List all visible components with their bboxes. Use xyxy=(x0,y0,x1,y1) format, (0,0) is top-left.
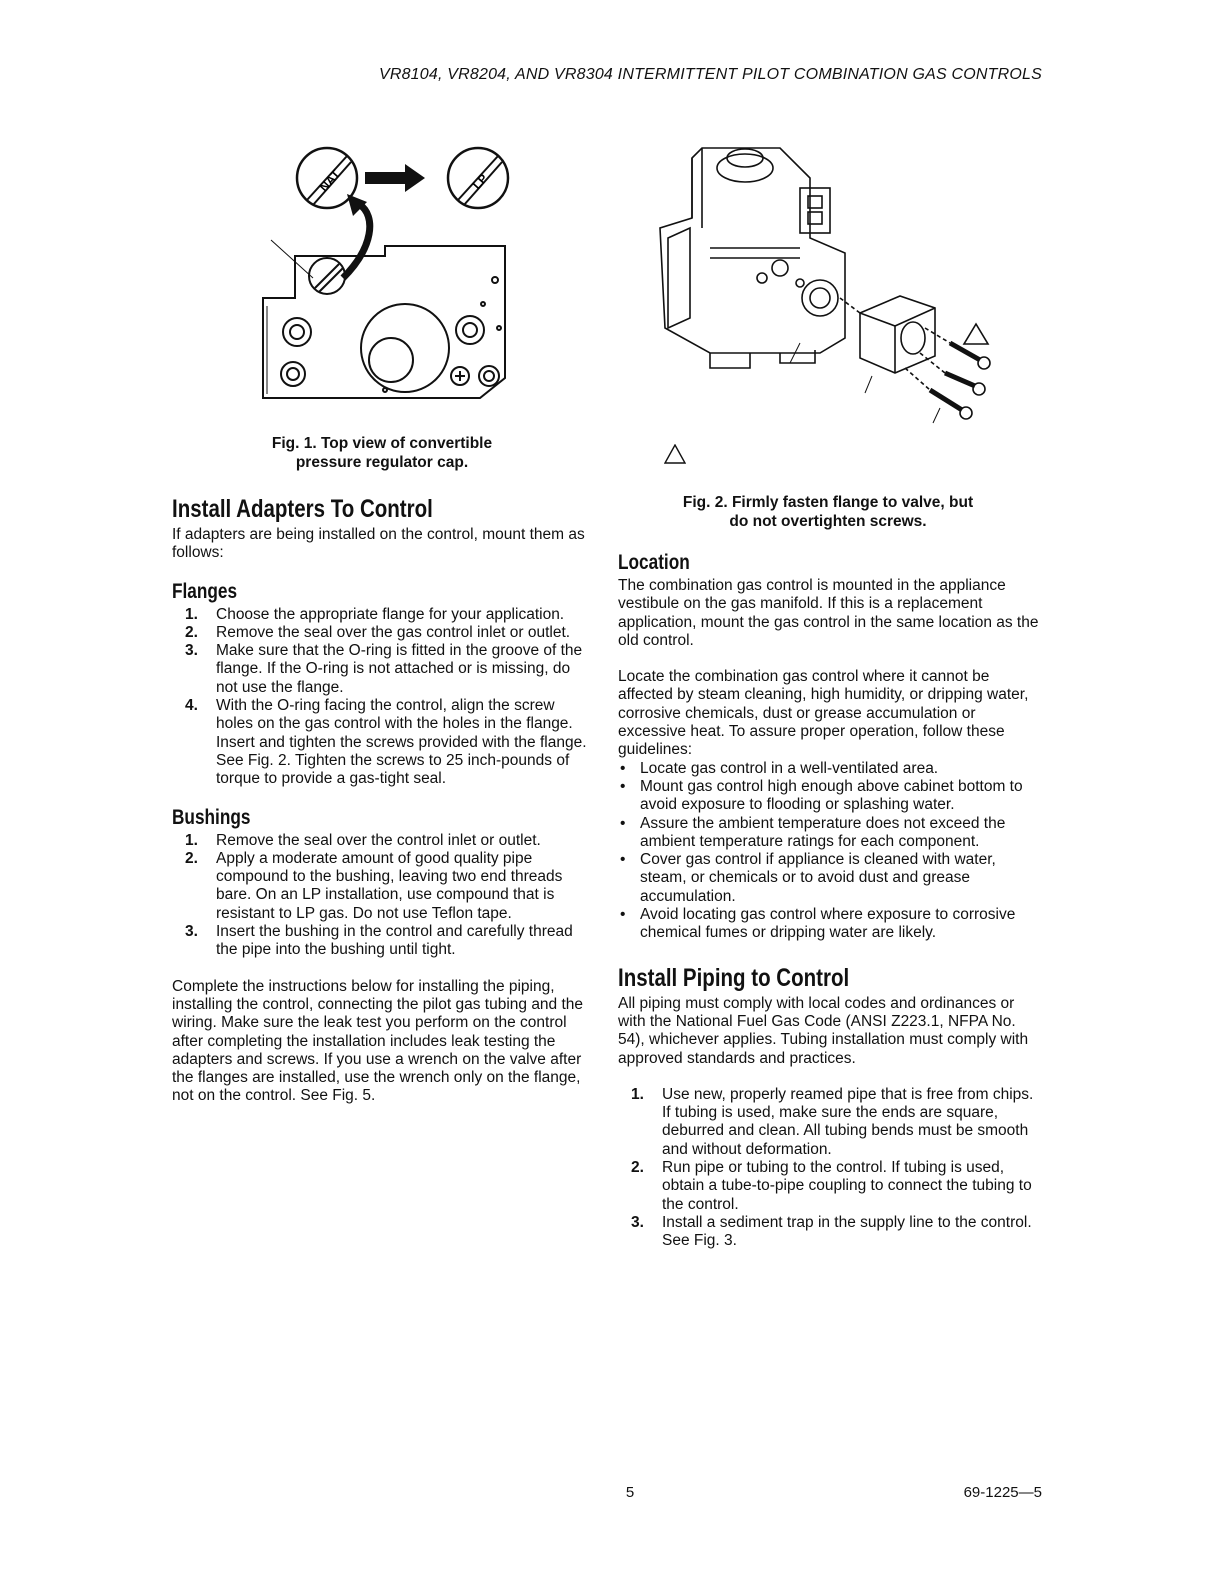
flanges-heading: Flanges xyxy=(172,579,238,603)
list-item: • Mount gas control high enough above cabinet bottom to avoid exposure to flooding or splashing water. xyxy=(620,777,1023,814)
list-item: • Cover gas control if appliance is cleaned with water, steam, or chemicals or to avoid dust and grease accumulation. xyxy=(620,851,996,905)
page-number: 5 xyxy=(625,1484,635,1501)
location-heading: Location xyxy=(618,551,690,574)
install-adapters-heading: Install Adapters To Control xyxy=(172,495,433,523)
list-item: 4. With the O-ring facing the control, align the screw holes on the gas control with the holes in the flange. Insert and tighten the screws provided with the flange. See Fig. 2. Tighten the screws to 25 inch-pounds of torque to provide a gas-tight seal. xyxy=(185,697,587,788)
fig1-caption-line2: pressure regulator cap. xyxy=(295,454,469,471)
list-item: 1. Choose the appropriate flange for your application. xyxy=(185,605,565,623)
location-paragraph-1: The combination gas control is mounted in the appliance vestibule on the gas manifold. If this is a replacement application, mount the gas control in the same location as the old control. xyxy=(618,577,1039,649)
fig1-lp-label: LP xyxy=(469,171,491,193)
fig1-nat-label: NAT xyxy=(316,167,344,195)
list-item: 2. Remove the seal over the gas control inlet or outlet. xyxy=(185,623,571,641)
bushings-steps xyxy=(172,832,594,960)
list-item: 3. Make sure that the O-ring is fitted in the groove of the flange. If the O-ring is not attached or is missing, do not use the flange. xyxy=(185,642,583,696)
list-item: 3. Insert the bushing in the control and carefully thread the pipe into the bushing until tight. xyxy=(185,923,573,959)
list-item: 1. Remove the seal over the control inlet or outlet. xyxy=(185,831,541,849)
document-number: 69-1225—5 xyxy=(963,1484,1042,1501)
location-guidelines xyxy=(618,760,1042,943)
fig1-regulator-cap-illustration xyxy=(255,128,525,420)
list-item: 1. Use new, properly reamed pipe that is free from chips. If tubing is used, make sure the ends are square, deburred and clean. All tubing bends must be smooth and without deformation. xyxy=(631,1085,1034,1158)
list-item: • Avoid locating gas control where exposure to corrosive chemical fumes or dripping water are likely. xyxy=(620,906,1016,942)
fig2-flange-mounting-illustration xyxy=(650,128,1000,433)
adapters-intro: If adapters are being installed on the control, mount them as follows: xyxy=(172,526,585,562)
piping-intro: All piping must comply with local codes and ordinances or with the National Fuel Gas Code (ANSI Z223.1, NFPA No. 54), whichever applies. Tubing installation must comply with approved standards and practices. xyxy=(618,994,1029,1067)
list-item: • Locate gas control in a well-ventilated area. xyxy=(620,759,939,777)
list-item: 2. Apply a moderate amount of good quality pipe compound to the bushing, leaving two end threads bare. On an LP installation, use compound that is resistant to LP gas. Do not use Teflon tape. xyxy=(185,849,563,922)
flanges-steps xyxy=(172,606,594,789)
left-column xyxy=(172,494,594,1106)
list-item: • Assure the ambient temperature does not exceed the ambient temperature ratings for each component. xyxy=(620,814,1006,850)
location-paragraph-2: Locate the combination gas control where it cannot be affected by steam cleaning, high humidity, or dripping water, corrosive chemicals, dust or grease accumulation or excessive heat. To assure proper operation, follow these guidelines: xyxy=(618,668,1029,759)
right-column xyxy=(618,550,1042,1251)
warning-triangle-icon xyxy=(664,444,686,464)
fig2-caption-line2: do not overtighten screws. xyxy=(729,513,927,530)
piping-steps xyxy=(618,1086,1042,1251)
fig2-caption-line1: Fig. 2. Firmly fasten flange to valve, but xyxy=(682,494,974,511)
running-header: VR8104, VR8204, AND VR8304 INTERMITTENT PILOT COMBINATION GAS CONTROLS xyxy=(378,66,1042,83)
fig1-caption-line1: Fig. 1. Top view of convertible xyxy=(271,435,493,452)
list-item: 3. Install a sediment trap in the supply line to the control. See Fig. 3. xyxy=(631,1213,1032,1250)
fig2-caption xyxy=(618,493,1038,531)
fig1-caption xyxy=(172,434,592,472)
closing-paragraph: Complete the instructions below for installing the piping, installing the control, connecting the pilot gas tubing and the wiring. Make sure the leak test you perform on the control after completing the installation includes leak testing the adapters and screws. If you use a wrench on the valve after the flanges are installed, use the wrench only on the flange, not on the control. See Fig. 5. xyxy=(172,977,584,1105)
bushings-heading: Bushings xyxy=(172,805,251,829)
list-item: 2. Run pipe or tubing to the control. If tubing is used, obtain a tube-to-pipe coupling to connect the tubing to the control. xyxy=(631,1159,1032,1213)
install-piping-heading: Install Piping to Control xyxy=(618,963,850,992)
